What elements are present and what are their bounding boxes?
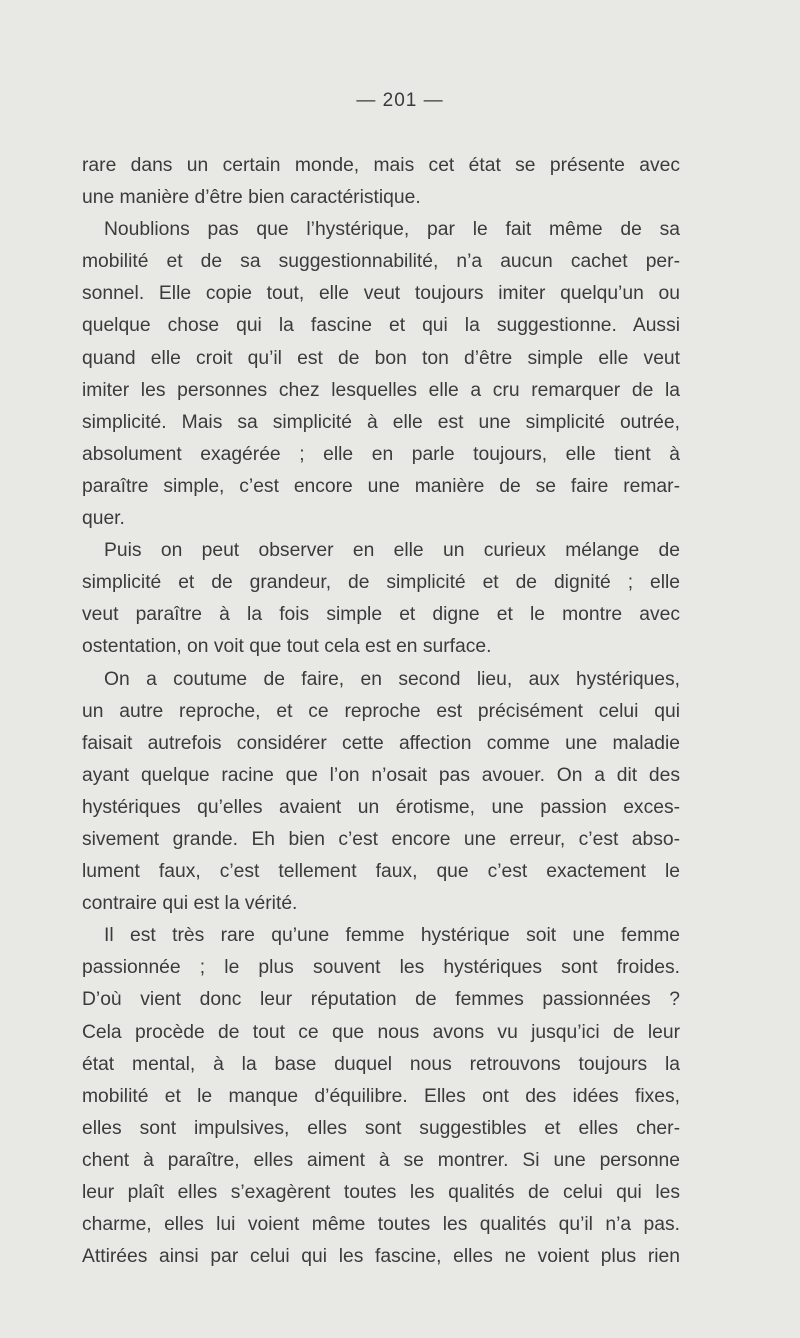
text-line: contraire qui est la vérité. xyxy=(82,893,298,915)
text-line: imiter les personnes chez lesquelles elle a cru remarquer de la xyxy=(82,379,680,401)
text-line: absolument exagérée ; elle en parle toujours, elle tient à xyxy=(82,443,680,465)
page-number: — 201 — xyxy=(356,90,444,111)
text-line: chent à paraître, elles aiment à se montrer. Si une personne xyxy=(82,1149,680,1171)
text-line: une manière d’être bien caractéristique. xyxy=(82,187,421,209)
text-line: sonnel. Elle copie tout, elle veut toujours imiter quelqu’un ou xyxy=(82,283,680,305)
text-line: Noublions pas que l’hystérique, par le fait même de sa xyxy=(104,219,680,241)
text-line: quand elle croit qu’il est de bon ton d’être simple elle veut xyxy=(82,347,680,369)
text-line: Puis on peut observer en elle un curieux mélange de xyxy=(104,540,680,562)
text-line: un autre reproche, et ce reproche est précisément celui qui xyxy=(82,700,680,722)
text-line: leur plaît elles s’exagèrent toutes les qualités de celui qui les xyxy=(82,1182,680,1203)
text-line: faisait autrefois considérer cette affection comme une maladie xyxy=(82,732,680,754)
text-line: lument faux, c’est tellement faux, que c’est exactement le xyxy=(82,861,680,883)
text-line: passionnée ; le plus souvent les hystériques sont froides. xyxy=(82,957,680,979)
text-line: sivement grande. Eh bien c’est encore une erreur, c’est abso- xyxy=(82,828,680,850)
text-line: paraître simple, c’est encore une manière de se faire remar- xyxy=(82,475,680,497)
text-line: quelque chose qui la fascine et qui la suggestionne. Aussi xyxy=(82,315,680,337)
text-line: hystériques qu’elles avaient un érotisme, une passion exces- xyxy=(82,796,680,818)
text-line: mobilité et de sa suggestionnabilité, n’a aucun cachet per- xyxy=(82,251,680,273)
text-line: D’où vient donc leur réputation de femmes passionnées ? xyxy=(82,989,680,1011)
text-line: elles sont impulsives, elles sont suggestibles et elles cher- xyxy=(82,1117,680,1139)
text-line: ayant quelque racine que l’on n’osait pas avouer. On a dit des xyxy=(82,764,680,786)
text-line: charme, elles lui voient même toutes les qualités qu’il n’a pas. xyxy=(82,1214,680,1236)
text-line: mobilité et le manque d’équilibre. Elles ont des idées fixes, xyxy=(82,1085,680,1107)
text-line: simplicité et de grandeur, de simplicité et de dignité ; elle xyxy=(82,572,680,594)
text-line: quer. xyxy=(82,508,125,530)
text-line: On a coutume de faire, en second lieu, aux hystériques, xyxy=(104,668,680,690)
text-line: veut paraître à la fois simple et digne et le montre avec xyxy=(82,604,680,626)
text-line: Il est très rare qu’une femme hystérique soit une femme xyxy=(104,925,680,947)
text-line: Attirées ainsi par celui qui les fascine, elles ne voient plus rien xyxy=(82,1246,680,1268)
text-line: simplicité. Mais sa simplicité à elle est une simplicité outrée, xyxy=(82,411,680,433)
text-line: état mental, à la base duquel nous retrouvons toujours la xyxy=(82,1053,680,1075)
text-line: Cela procède de tout ce que nous avons vu jusqu’ici de leur xyxy=(82,1021,680,1043)
body-text xyxy=(82,150,680,1273)
text-line: ostentation, on voit que tout cela est en surface. xyxy=(82,636,492,658)
text-line: rare dans un certain monde, mais cet état se présente avec xyxy=(82,155,680,176)
